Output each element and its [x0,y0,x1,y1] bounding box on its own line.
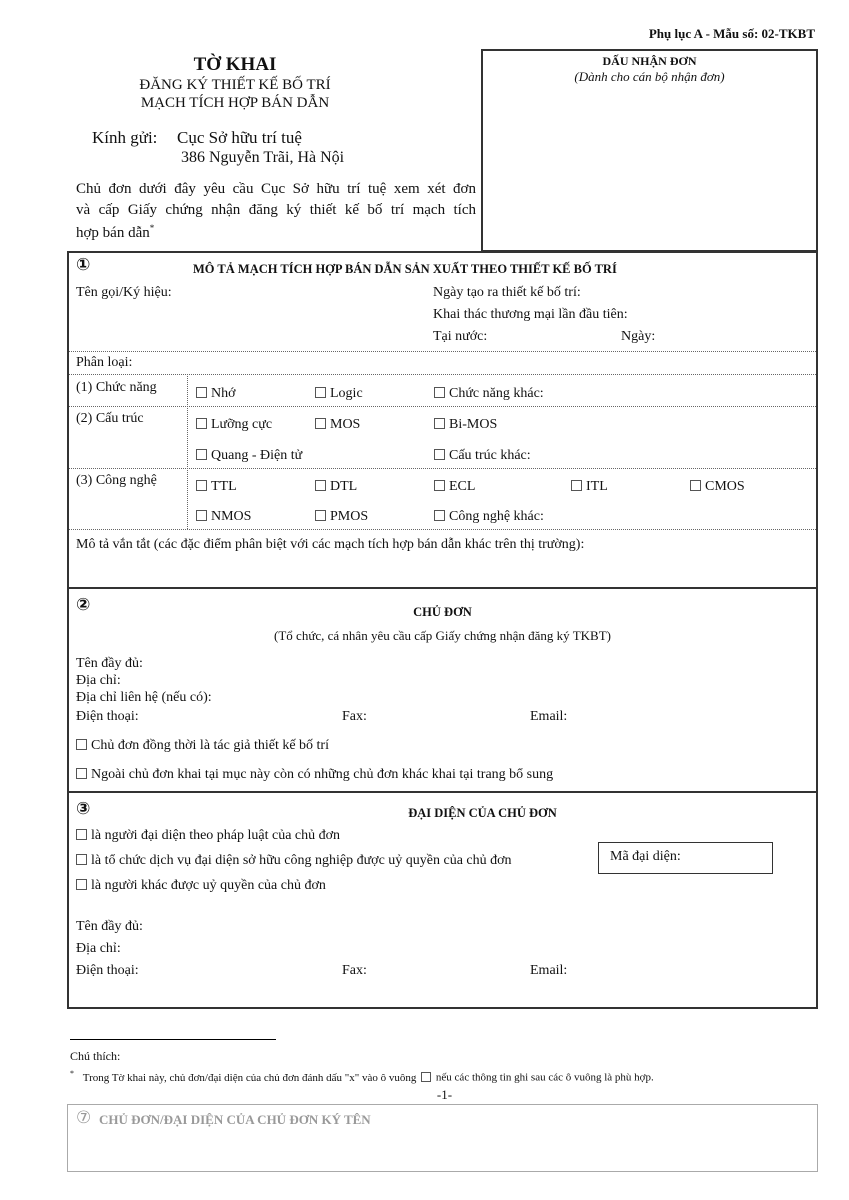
intro-line-3-text: hợp bán dẫn [76,225,150,241]
checkbox-legal-representative[interactable] [76,829,87,840]
section-2-title: CHỦ ĐƠN [413,605,472,619]
section-1-number: ① [76,255,91,275]
ip-agent-option: là tổ chức dịch vụ đại diện sở hữu công nghiệp được uỷ quyền của chủ đơn [76,853,512,869]
checkbox-other-function[interactable] [434,387,445,398]
section-2-subtitle: (Tổ chức, cá nhân yêu cầu cấp Giấy chứng nhận đăng ký TKBT) [274,628,611,643]
applicant-fax-label: Fax: [342,709,367,724]
checkbox-bipolar[interactable] [196,418,207,429]
checkbox-ecl[interactable] [434,480,445,491]
footnote-divider [70,1039,276,1040]
option-memory: Nhớ [196,386,236,402]
checkbox-other-authorized[interactable] [76,879,87,890]
rep-phone-label: Điện thoại: [76,963,139,978]
option-dtl: DTL [315,479,357,495]
form-subtitle-2: MẠCH TÍCH HỢP BÁN DẪN [140,95,330,111]
first-exploit-label: Khai thác thương mại lần đầu tiên: [433,307,628,322]
rep-fullname-label: Tên đầy đủ: [76,919,143,934]
checkbox-mos[interactable] [315,418,326,429]
appendix-label: Phụ lục A - Mẫu số: 02-TKBT [648,26,815,41]
rep-address-label: Địa chỉ: [76,941,121,956]
classification-label: Phân loại: [76,355,133,370]
section-1-title: MÔ TẢ MẠCH TÍCH HỢP BÁN DẪN SẢN XUẤT THEO THIẾT KẾ BỐ TRÍ [193,262,617,276]
option-cmos: CMOS [690,479,745,495]
checkbox-dtl[interactable] [315,480,326,491]
applicant-phone-label: Điện thoại: [76,709,139,724]
option-itl: ITL [571,479,608,495]
checkbox-other-applicants[interactable] [76,768,87,779]
structure-label: (2) Cấu trúc [76,411,144,426]
option-bipolar: Lưỡng cực [196,417,272,433]
option-mos: MOS [315,417,360,433]
brief-description-label: Mô tả vắn tắt (các đặc điểm phân biệt với các mạch tích hợp bán dẫn khác trên thị trường): [76,537,585,552]
checkbox-cmos[interactable] [690,480,701,491]
technology-label: (3) Công nghệ [76,473,157,488]
addressee-address: 386 Nguyễn Trãi, Hà Nội [181,149,345,166]
addressee-label: Kính gửi: [92,128,158,147]
checkbox-bi-mos[interactable] [434,418,445,429]
applicant-contact-address-label: Địa chỉ liên hệ (nếu có): [76,690,212,705]
footnote-text-before: Trong Tờ khai này, chủ đơn/đại diện của chủ đơn đánh dấu "x" vào ô vuông [82,1071,417,1084]
signature-number: ⑦ [76,1108,92,1128]
stamp-box-title: DẤU NHẬN ĐƠN [602,54,697,68]
page-number: -1- [436,1087,453,1102]
option-bi-mos: Bi-MOS [434,417,497,433]
checkbox-ttl[interactable] [196,480,207,491]
name-symbol-label: Tên gọi/Ký hiệu: [76,285,172,300]
checkbox-applicant-is-author[interactable] [76,739,87,750]
checkbox-opto-electronic[interactable] [196,449,207,460]
date-label: Ngày: [621,329,656,344]
created-date-label: Ngày tạo ra thiết kế bố trí: [433,285,581,300]
footnote-ref: * [149,223,155,233]
option-nmos: NMOS [196,509,251,525]
intro-line-3 [76,223,154,242]
addressee-org: Cục Sở hữu trí tuệ [177,128,302,147]
applicant-address-label: Địa chỉ: [76,673,121,688]
option-pmos: PMOS [315,509,368,525]
country-label: Tại nước: [433,329,488,344]
checkbox-other-structure[interactable] [434,449,445,460]
section-2-number: ② [76,595,91,615]
rep-email-label: Email: [530,963,568,978]
form-subtitle-1: ĐĂNG KÝ THIẾT KẾ BỐ TRÍ [139,77,331,93]
stamp-box-subtitle: (Dành cho cán bộ nhận đơn) [574,69,725,84]
intro-line-2: và cấp Giấy chứng nhận đăng ký thiết kế bố trí mạch tích [76,202,476,218]
section-3-number: ③ [76,799,91,819]
option-opto-electronic: Quang - Điện tử [196,448,302,464]
other-authorized-option: là người khác được uỷ quyền của chủ đơn [76,878,326,894]
option-ecl: ECL [434,479,475,495]
option-other-structure: Cấu trúc khác: [434,448,531,464]
footnote-text-after: nếu các thông tin ghi sau các ô vuông là phù hợp. [435,1071,654,1084]
checkbox-other-technology[interactable] [434,510,445,521]
checkbox-logic[interactable] [315,387,326,398]
checkbox-pmos[interactable] [315,510,326,521]
applicant-email-label: Email: [530,709,568,724]
legal-representative-option: là người đại diện theo pháp luật của chủ đơn [76,828,340,844]
option-ttl: TTL [196,479,237,495]
applicant-is-author-option: Chủ đơn đồng thời là tác giả thiết kế bố trí [76,738,329,754]
function-label: (1) Chức năng [76,380,157,395]
footnote-text [70,1069,654,1084]
checkbox-itl[interactable] [571,480,582,491]
signature-title: CHỦ ĐƠN/ĐẠI DIỆN CỦA CHỦ ĐƠN KÝ TÊN [99,1112,371,1127]
option-other-function: Chức năng khác: [434,386,544,402]
rep-fax-label: Fax: [342,963,367,978]
intro-line-1: Chủ đơn dưới đây yêu cầu Cục Sở hữu trí tuệ xem xét đơn [76,181,476,197]
checkbox-ip-agent[interactable] [76,854,87,865]
form-title: TỜ KHAI [193,54,277,75]
footnote-label: Chú thích: [70,1049,121,1063]
option-logic: Logic [315,386,363,402]
checkbox-nmos[interactable] [196,510,207,521]
section-3-title: ĐẠI DIỆN CỦA CHỦ ĐƠN [408,806,557,820]
other-applicants-option: Ngoài chủ đơn khai tại mục này còn có những chủ đơn khác khai tại trang bổ sung [76,767,553,783]
applicant-fullname-label: Tên đầy đủ: [76,656,143,671]
option-other-technology: Công nghệ khác: [434,509,544,525]
section-3-box [67,791,818,1009]
checkbox-memory[interactable] [196,387,207,398]
rep-code-label: Mã đại diện: [610,849,681,864]
footnote-mark: * [70,1069,74,1078]
footnote-checkbox-sample [421,1072,431,1082]
